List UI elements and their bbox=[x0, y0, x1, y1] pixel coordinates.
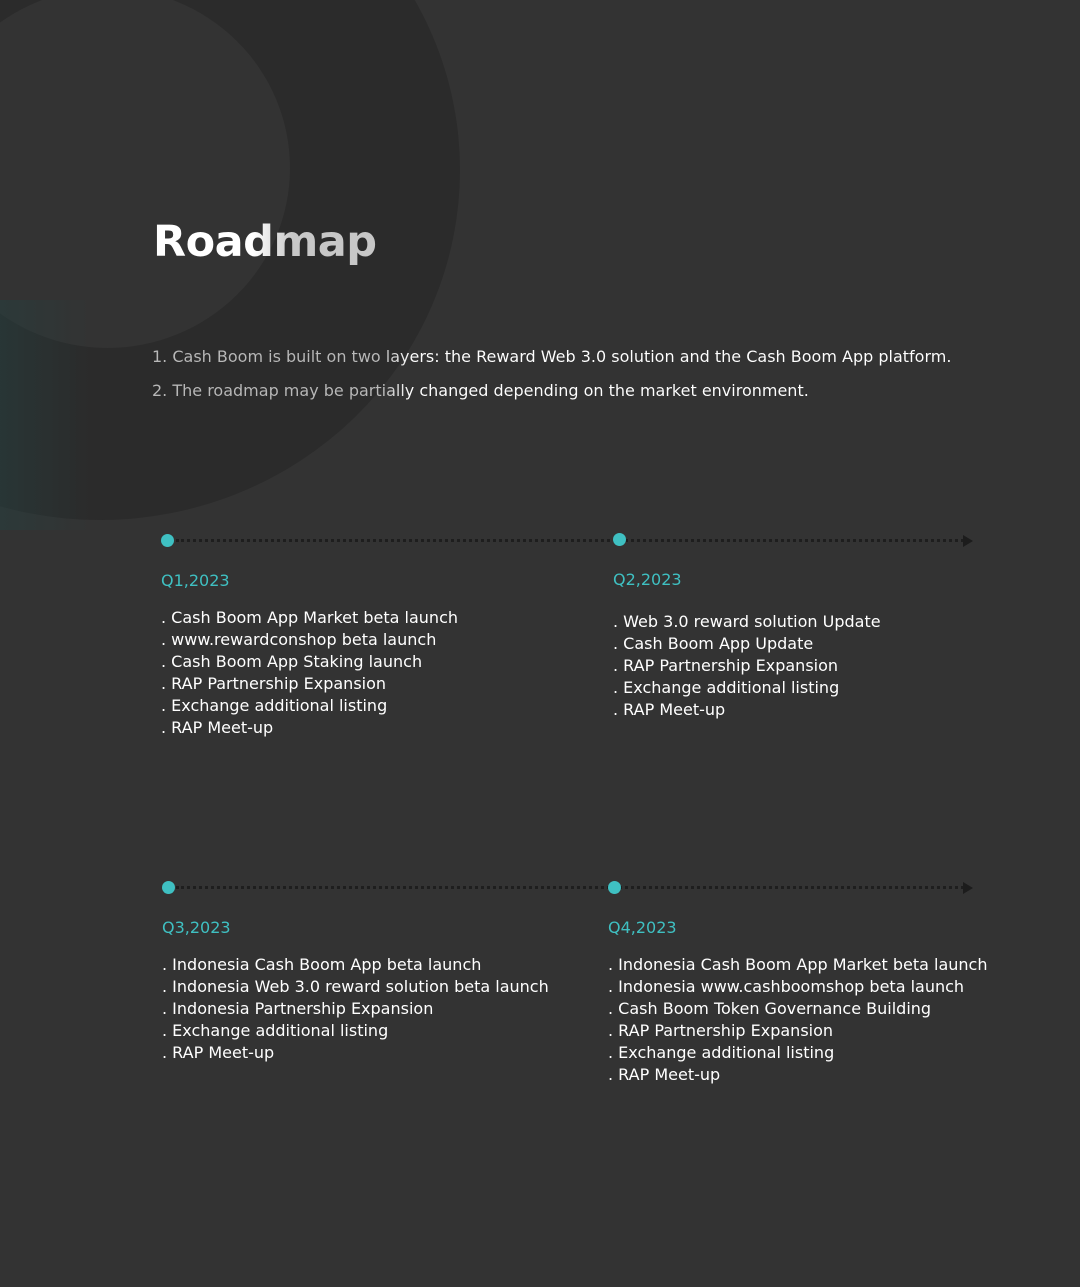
list-item: . Cash Boom App Update bbox=[613, 634, 814, 653]
list-item: . www.rewardconshop beta launch bbox=[161, 630, 437, 649]
timeline-line-row-1 bbox=[176, 539, 964, 542]
list-item: . RAP Meet-up bbox=[162, 1043, 275, 1062]
timeline-dot-q1 bbox=[161, 534, 174, 547]
timeline-dot-q4 bbox=[608, 881, 621, 894]
list-item: . Indonesia www.cashboomshop beta launch bbox=[608, 977, 965, 996]
list-item: . Cash Boom Token Governance Building bbox=[608, 999, 932, 1018]
list-item: . RAP Partnership Expansion bbox=[161, 674, 387, 693]
list-item: . RAP Partnership Expansion bbox=[613, 656, 839, 675]
list-item: . RAP Partnership Expansion bbox=[608, 1021, 834, 1040]
timeline-line-row-2 bbox=[176, 886, 964, 889]
quarter-items bbox=[613, 611, 881, 721]
quarter-label: Q1,2023 bbox=[161, 571, 230, 590]
quarter-q1 bbox=[161, 570, 458, 739]
quarter-label: Q2,2023 bbox=[613, 570, 682, 589]
list-item: . RAP Meet-up bbox=[161, 718, 274, 737]
list-item: . RAP Meet-up bbox=[613, 700, 726, 719]
timeline-dot-q3 bbox=[162, 881, 175, 894]
list-item: . Indonesia Web 3.0 reward solution beta launch bbox=[162, 977, 549, 996]
quarter-items bbox=[608, 954, 987, 1086]
list-item: . Exchange additional listing bbox=[608, 1043, 835, 1062]
list-item: . Cash Boom App Staking launch bbox=[161, 652, 423, 671]
timeline-dot-q2 bbox=[613, 533, 626, 546]
timeline-arrow-icon bbox=[963, 882, 973, 894]
list-item: . Exchange additional listing bbox=[161, 696, 388, 715]
timeline-arrow-icon bbox=[963, 535, 973, 547]
page-title: Roadmap bbox=[153, 214, 377, 270]
list-item: . Cash Boom App Market beta launch bbox=[161, 608, 458, 627]
quarter-label: Q3,2023 bbox=[162, 918, 231, 937]
list-item: . Web 3.0 reward solution Update bbox=[613, 612, 881, 631]
list-item: . Indonesia Cash Boom App beta launch bbox=[162, 955, 482, 974]
quarter-q2 bbox=[613, 569, 881, 721]
roadmap-note: 2. The roadmap may be partially changed depending on the market environment. bbox=[152, 374, 951, 408]
quarter-q3 bbox=[162, 917, 549, 1064]
list-item: . Exchange additional listing bbox=[613, 678, 840, 697]
quarter-label: Q4,2023 bbox=[608, 918, 677, 937]
quarter-items bbox=[161, 607, 458, 739]
quarter-q4 bbox=[608, 917, 987, 1086]
roadmap-note: 1. Cash Boom is built on two layers: the Reward Web 3.0 solution and the Cash Boom App platform. bbox=[152, 340, 951, 374]
list-item: . Exchange additional listing bbox=[162, 1021, 389, 1040]
quarter-items bbox=[162, 954, 549, 1064]
list-item: . Indonesia Partnership Expansion bbox=[162, 999, 434, 1018]
list-item: . RAP Meet-up bbox=[608, 1065, 721, 1084]
list-item: . Indonesia Cash Boom App Market beta launch bbox=[608, 955, 988, 974]
roadmap-notes bbox=[152, 340, 951, 408]
